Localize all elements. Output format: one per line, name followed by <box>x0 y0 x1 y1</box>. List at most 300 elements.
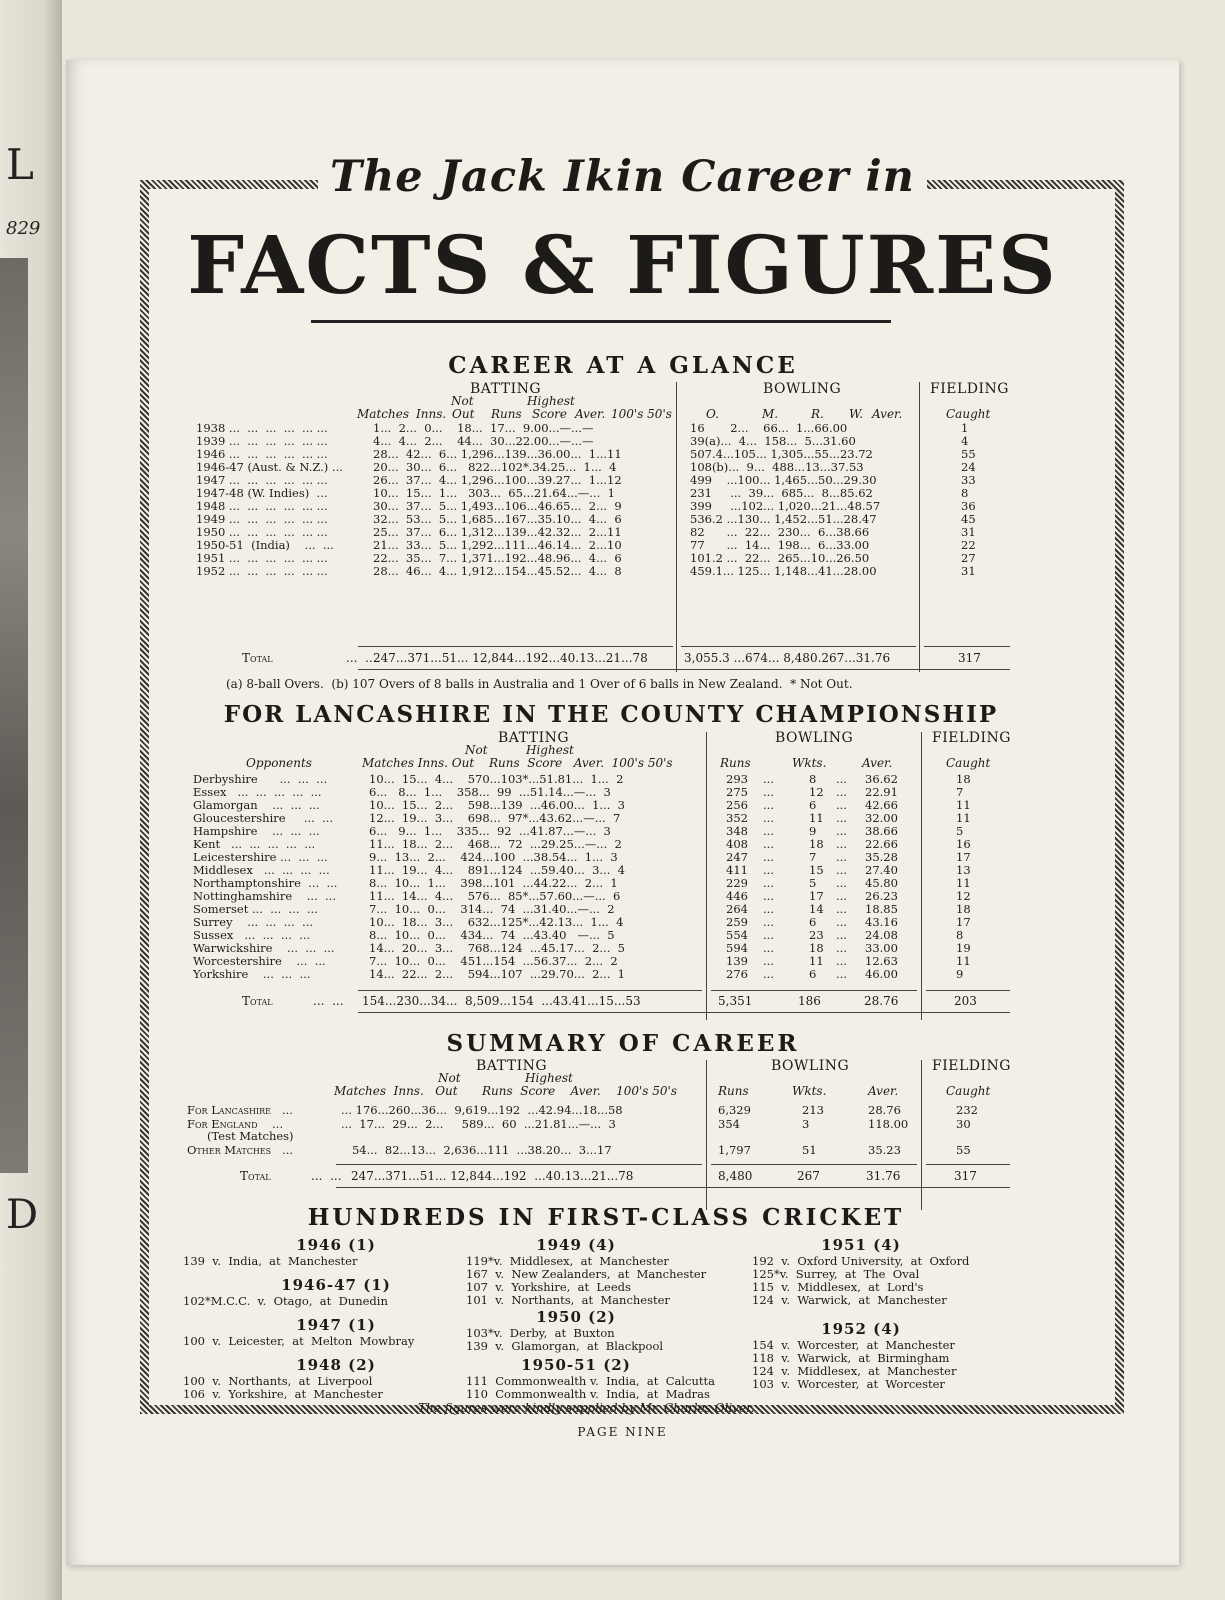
summary-row-label: Other Matches ... <box>187 1143 294 1157</box>
hundred-entry: 103*v. Derby, at Buxton <box>466 1326 615 1340</box>
lancs-bowl-runs: 264 <box>726 902 748 916</box>
hundred-entry: 103 v. Worcester, at Worcester <box>752 1377 945 1391</box>
summary-wkts: 3 <box>802 1117 810 1131</box>
lancs-dots: ... <box>763 928 774 942</box>
lancs-batting-cell: 10... 15... 4... 570...103*...51.81... 1... 2 <box>369 772 624 786</box>
lancs-wkts: 15 <box>809 863 824 877</box>
summary-caught: 232 <box>956 1103 978 1117</box>
career-footnote: (a) 8-ball Overs. (b) 107 Overs of 8 balls in Australia and 1 Over of 6 balls in New Zealand. * Not Out. <box>226 677 853 691</box>
lancs-batting-label: BATTING <box>498 730 570 746</box>
lancs-dots: ... <box>763 850 774 864</box>
career-total-rule-field <box>924 646 1010 647</box>
hundred-entry: 139 v. India, at Manchester <box>183 1254 358 1268</box>
lancs-dots: ... <box>836 798 847 812</box>
hundreds-year-heading: 1950-51 (2) <box>521 1356 631 1374</box>
hundreds-year-heading: 1947 (1) <box>296 1316 376 1334</box>
lancs-dots: ... <box>836 941 847 955</box>
hundred-entry: 125*v. Surrey, at The Oval <box>752 1267 920 1281</box>
lancs-batting-cell: 6... 8... 1... 358... 99 ...51.14...—... 3 <box>369 785 611 799</box>
lancs-caught: 5 <box>956 824 964 838</box>
lancs-dots: ... <box>836 928 847 942</box>
lancs-dots: ... <box>763 811 774 825</box>
lancs-wkts: 9 <box>809 824 817 838</box>
lancs-divider-2 <box>921 732 922 1020</box>
career-total-batting: 247...371...51... 12,844...192...40.13...21...78 <box>373 651 648 665</box>
lancs-dots: ... <box>836 850 847 864</box>
lancs-caught: 11 <box>956 798 971 812</box>
left-page-number-fragment: 829 <box>6 218 41 239</box>
career-batting-cell: 28... 46... 4... 1,912...154...45.52... 4... 8 <box>373 564 622 578</box>
summary-batting-cell: ... 17... 29... 2... 589... 60 ...21.81...—... 3 <box>341 1117 616 1131</box>
career-batting-cell: 10... 15... 1... 303... 65...21.64...—... 1 <box>373 486 615 500</box>
career-caught-cell: 24 <box>961 460 976 474</box>
lancs-caught: 9 <box>956 967 964 981</box>
career-divider-1 <box>676 382 677 672</box>
career-caught-cell: 33 <box>961 473 976 487</box>
lancs-wkts: 23 <box>809 928 824 942</box>
summary-col-bowl-runs: Runs <box>718 1084 749 1098</box>
career-batting-cell: 21... 33... 5... 1,292...111...46.14... 2...10 <box>373 538 622 552</box>
lancs-caught: 8 <box>956 928 964 942</box>
summary-bowl-runs: 354 <box>718 1117 740 1131</box>
career-bowling-cell: 536.2 ...130... 1,452...51...28.47 <box>690 512 877 526</box>
lancs-batting-cell: 8... 10... 0... 434... 74 ...43.40 —... 5 <box>369 928 615 942</box>
lancs-opponent: Warwickshire ... ... ... <box>193 941 335 955</box>
lancs-batting-cell: 14... 20... 3... 768...124 ...45.17... 2... 5 <box>369 941 625 955</box>
hundreds-year-heading: 1952 (4) <box>821 1320 901 1338</box>
career-fielding-label: FIELDING <box>930 381 1009 397</box>
col-bowl-aver: Aver. <box>872 407 903 421</box>
lancs-wkts: 8 <box>809 772 817 786</box>
lancs-col-wkts: Wkts. <box>792 756 827 770</box>
lancs-opponent: Nottinghamshire ... ... <box>193 889 336 903</box>
lancs-fielding-label: FIELDING <box>932 730 1011 746</box>
left-facing-page <box>0 0 62 1600</box>
career-batting-label: BATTING <box>470 381 542 397</box>
career-caught-cell: 22 <box>961 538 976 552</box>
hundred-entry: 102*M.C.C. v. Otago, at Dunedin <box>183 1294 388 1308</box>
career-bowling-cell: 507.4...105... 1,305...55...23.72 <box>690 447 873 461</box>
lancs-caught: 17 <box>956 915 971 929</box>
career-bowling-cell: 82 ... 22... 230... 6...38.66 <box>690 525 870 539</box>
career-bowling-label: BOWLING <box>763 381 842 397</box>
career-batting-cell: 32... 53... 5... 1,685...167...35.10... 4... 6 <box>373 512 622 526</box>
career-season: 1952 ... ... ... ... ... ... <box>196 564 328 578</box>
lancs-dots: ... <box>836 876 847 890</box>
lancs-col-runs: Runs Score Aver. 100's 50's <box>489 756 673 770</box>
lancs-caught: 11 <box>956 954 971 968</box>
lancs-batting-cell: 11... 14... 4... 576... 85*...57.60...—... 6 <box>369 889 621 903</box>
col-bowl-runs: R. <box>811 407 824 421</box>
lancs-dots: ... <box>763 863 774 877</box>
col-score: Score <box>532 407 568 421</box>
summary-caught: 30 <box>956 1117 971 1131</box>
lancs-dots: ... <box>763 915 774 929</box>
career-batting-cell: 25... 37... 6... 1,312...139...42.32... 2...11 <box>373 525 622 539</box>
lancs-dots: ... <box>836 967 847 981</box>
lancs-dots: ... <box>836 837 847 851</box>
hundred-entry: 139 v. Glamorgan, at Blackpool <box>466 1339 664 1353</box>
lancs-opponent: Hampshire ... ... ... <box>193 824 320 838</box>
hundred-entry: 119*v. Middlesex, at Manchester <box>466 1254 669 1268</box>
summary-col-matches: Matches Inns. Out <box>334 1084 458 1098</box>
lancs-batting-cell: 11... 18... 2... 468... 72 ...29.25...—... 2 <box>369 837 622 851</box>
col-caught: Caught <box>946 407 991 421</box>
career-caught-cell: 31 <box>961 525 976 539</box>
lancs-aver: 26.23 <box>865 889 898 903</box>
lancs-aver: 33.00 <box>865 941 898 955</box>
lancs-aver: 18.85 <box>865 902 898 916</box>
career-heading: CAREER AT A GLANCE <box>448 352 798 379</box>
lancs-total-caught: 203 <box>954 994 977 1008</box>
lancs-bowl-runs: 352 <box>726 811 748 825</box>
lancs-caught: 18 <box>956 772 971 786</box>
lancs-bowl-runs: 348 <box>726 824 748 838</box>
career-bowling-cell: 231 ... 39... 685... 8...85.62 <box>690 486 873 500</box>
title-rule <box>311 320 891 323</box>
col-inns: Inns. <box>416 407 447 421</box>
hundreds-year-heading: 1949 (4) <box>536 1236 616 1254</box>
lancs-wkts: 6 <box>809 967 817 981</box>
lancs-opponent: Glamorgan ... ... ... <box>193 798 320 812</box>
lancs-bowl-runs: 276 <box>726 967 748 981</box>
lancs-aver: 43.16 <box>865 915 898 929</box>
lancs-wkts: 11 <box>809 811 824 825</box>
col-wickets: W. <box>849 407 864 421</box>
lancs-wkts: 18 <box>809 941 824 955</box>
summary-total-aver: 31.76 <box>866 1169 901 1183</box>
career-caught-cell: 31 <box>961 564 976 578</box>
col-out: Out <box>452 407 475 421</box>
left-page-letter: L <box>6 140 34 189</box>
lancs-bowl-runs: 229 <box>726 876 748 890</box>
lancs-dots: ... <box>763 876 774 890</box>
hundred-entry: 110 Commonwealth v. India, at Madras <box>466 1387 710 1401</box>
summary-aver: 118.00 <box>868 1117 909 1131</box>
lancs-divider-1 <box>706 732 707 1020</box>
lancs-wkts: 12 <box>809 785 824 799</box>
hundred-entry: 124 v. Warwick, at Manchester <box>752 1293 947 1307</box>
col-highest: Highest <box>527 394 575 408</box>
career-caught-cell: 1 <box>961 421 969 435</box>
lancs-aver: 35.28 <box>865 850 898 864</box>
hundred-entry: 154 v. Worcester, at Manchester <box>752 1338 955 1352</box>
hundred-entry: 115 v. Middlesex, at Lord's <box>752 1280 924 1294</box>
lancs-bowl-runs: 411 <box>726 863 748 877</box>
col-runs: Runs <box>491 407 522 421</box>
lancs-aver: 32.00 <box>865 811 898 825</box>
career-batting-cell: 22... 35... 7... 1,371...192...48.96... 4... 6 <box>373 551 622 565</box>
lancs-aver: 22.66 <box>865 837 898 851</box>
career-batting-cell: 4... 4... 2... 44... 30...22.00...—...— <box>373 434 594 448</box>
lancs-opponent: Surrey ... ... ... ... <box>193 915 314 929</box>
lancs-caught: 12 <box>956 889 971 903</box>
lancs-total-rule-field <box>926 990 1010 991</box>
career-caught-cell: 45 <box>961 512 976 526</box>
lancs-aver: 12.63 <box>865 954 898 968</box>
hundred-entry: 111 Commonwealth v. India, at Calcutta <box>466 1374 715 1388</box>
title-line-1: The Jack Ikin Career in <box>66 152 1179 202</box>
lancs-wkts: 6 <box>809 915 817 929</box>
career-bowling-cell: 77 ... 14... 198... 6...33.00 <box>690 538 870 552</box>
magazine-page <box>66 60 1179 1565</box>
lancs-bowl-runs: 247 <box>726 850 748 864</box>
summary-total-dots: ... ... <box>311 1169 342 1183</box>
career-season: 1950-51 (India) ... ... <box>196 538 334 552</box>
lancs-opponent: Kent ... ... ... ... ... <box>193 837 316 851</box>
lancs-batting-cell: 7... 10... 0... 451...154 ...56.37... 2... 2 <box>369 954 618 968</box>
lancs-total-wkts: 186 <box>798 994 821 1008</box>
career-batting-cell: 1... 2... 0... 18... 17... 9.00...—...— <box>373 421 594 435</box>
career-bowling-cell: 101.2 ... 22... 265...10...26.50 <box>690 551 870 565</box>
credit-line: The figures were kindly supplied by Mr. Charles Oliver. <box>418 1401 755 1415</box>
summary-batting-label: BATTING <box>476 1058 548 1074</box>
career-caught-cell: 27 <box>961 551 976 565</box>
lancs-col-not: Not <box>465 743 488 757</box>
summary-batting-cell: 54... 82...13... 2,636...111 ...38.20... 3...17 <box>341 1143 612 1157</box>
lancs-dots: ... <box>836 772 847 786</box>
page-title: FACTS & FIGURES <box>187 218 1058 312</box>
lancs-dots: ... <box>836 954 847 968</box>
lancs-opponent: Sussex ... ... ... ... <box>193 928 311 942</box>
hundred-entry: 118 v. Warwick, at Birmingham <box>752 1351 950 1365</box>
lancs-heading: FOR LANCASHIRE IN THE COUNTY CHAMPIONSHIP <box>223 701 999 728</box>
lancs-caught: 11 <box>956 876 971 890</box>
summary-total-rule-bowl <box>711 1164 917 1165</box>
lancs-caught: 18 <box>956 902 971 916</box>
summary-total-batting: 247...371...51... 12,844...192 ...40.13...21...78 <box>351 1169 634 1183</box>
lancs-batting-cell: 6... 9... 1... 335... 92 ...41.87...—... 3 <box>369 824 611 838</box>
hundred-entry: 101 v. Northants, at Manchester <box>466 1293 670 1307</box>
lancs-caught: 11 <box>956 811 971 825</box>
career-caught-cell: 55 <box>961 447 976 461</box>
lancs-batting-cell: 10... 18... 3... 632...125*...42.13... 1... 4 <box>369 915 624 929</box>
hundred-entry: 107 v. Yorkshire, at Leeds <box>466 1280 631 1294</box>
lancs-dots: ... <box>763 837 774 851</box>
career-batting-cell: 28... 42... 6... 1,296...139...36.00... 1...11 <box>373 447 622 461</box>
summary-col-caught: Caught <box>946 1084 991 1098</box>
lancs-batting-cell: 11... 19... 4... 891...124 ...59.40... 3... 4 <box>369 863 625 877</box>
career-caught-cell: 4 <box>961 434 969 448</box>
career-bowling-cell: 459.1... 125... 1,148...41...28.00 <box>690 564 877 578</box>
lancs-opponent: Gloucestershire ... ... <box>193 811 334 825</box>
lancs-aver: 42.66 <box>865 798 898 812</box>
hundred-entry: 192 v. Oxford University, at Oxford <box>752 1254 970 1268</box>
lancs-aver: 46.00 <box>865 967 898 981</box>
summary-batting-cell: ... 176...260...36... 9,619...192 ...42.94...18...58 <box>341 1103 623 1117</box>
lancs-caught: 13 <box>956 863 971 877</box>
lancs-batting-cell: 14... 22... 2... 594...107 ...29.70... 2... 1 <box>369 967 625 981</box>
lancs-batting-cell: 9... 13... 2... 424...100 ...38.54... 1... 3 <box>369 850 618 864</box>
lancs-wkts: 18 <box>809 837 824 851</box>
lancs-col-matches: Matches Inns. Out <box>362 756 475 770</box>
lancs-dots: ... <box>836 915 847 929</box>
lancs-dots: ... <box>763 954 774 968</box>
career-total-rule <box>358 646 673 647</box>
col-not: Not <box>451 394 474 408</box>
lancs-batting-cell: 12... 19... 3... 698... 97*...43.62...—... 7 <box>369 811 621 825</box>
lancs-batting-cell: 10... 15... 2... 598...139 ...46.00... 1... 3 <box>369 798 625 812</box>
lancs-aver: 36.62 <box>865 772 898 786</box>
summary-col-runs: Runs Score Aver. 100's 50's <box>482 1084 677 1098</box>
summary-wkts: 51 <box>802 1143 817 1157</box>
lancs-dots: ... <box>763 902 774 916</box>
summary-col-highest: Highest <box>525 1071 573 1085</box>
lancs-bowl-runs: 446 <box>726 889 748 903</box>
lancs-aver: 27.40 <box>865 863 898 877</box>
lancs-caught: 7 <box>956 785 964 799</box>
lancs-dots: ... <box>836 785 847 799</box>
lancs-bowl-runs: 256 <box>726 798 748 812</box>
career-total-bowling: 3,055.3 ...674... 8,480.267...31.76 <box>684 651 891 665</box>
lancs-opponent: Worcestershire ... ... <box>193 954 326 968</box>
lancs-col-caught: Caught <box>946 756 991 770</box>
lancs-dots: ... <box>836 811 847 825</box>
career-season: 1946-47 (Aust. & N.Z.) ... <box>196 460 343 474</box>
career-season: 1939 ... ... ... ... ... ... <box>196 434 328 448</box>
summary-aver: 35.23 <box>868 1143 901 1157</box>
col-maidens: M. <box>762 407 779 421</box>
lancs-opponent: Derbyshire ... ... ... <box>193 772 328 786</box>
lancs-wkts: 5 <box>809 876 817 890</box>
lancs-bowl-runs: 275 <box>726 785 748 799</box>
career-divider-2 <box>919 382 920 672</box>
summary-total-label: Total <box>240 1169 271 1183</box>
career-season: 1947-48 (W. Indies) ... <box>196 486 328 500</box>
summary-bowl-runs: 1,797 <box>718 1143 751 1157</box>
summary-wkts: 213 <box>802 1103 824 1117</box>
lancs-col-opponents: Opponents <box>246 756 312 770</box>
career-season: 1938 ... ... ... ... ... ... <box>196 421 328 435</box>
summary-row-label: For England ... <box>187 1117 284 1131</box>
lancs-caught: 17 <box>956 850 971 864</box>
lancs-opponent: Essex ... ... ... ... ... <box>193 785 322 799</box>
career-total-label: Total <box>242 651 273 665</box>
lancs-bowl-runs: 408 <box>726 837 748 851</box>
lancs-opponent: Somerset ... ... ... ... <box>193 902 318 916</box>
lancs-wkts: 6 <box>809 798 817 812</box>
lancs-col-aver: Aver. <box>862 756 893 770</box>
summary-total-rule-field <box>926 1164 1010 1165</box>
lancs-bowl-runs: 554 <box>726 928 748 942</box>
lancs-aver: 24.08 <box>865 928 898 942</box>
col-matches: Matches <box>357 407 409 421</box>
lancs-dots: ... <box>763 772 774 786</box>
lancs-total-batting: 154...230...34... 8,509...154 ...43.41...15...53 <box>362 994 641 1008</box>
summary-bottom-rule <box>336 1187 1010 1188</box>
hundreds-year-heading: 1951 (4) <box>821 1236 901 1254</box>
summary-row-label: For Lancashire ... <box>187 1103 293 1117</box>
hundreds-year-heading: 1950 (2) <box>536 1308 616 1326</box>
career-bowling-cell: 16 2... 66... 1...66.00 <box>690 421 848 435</box>
hundreds-year-heading: 1946 (1) <box>296 1236 376 1254</box>
lancs-dots: ... <box>836 902 847 916</box>
career-season: 1946 ... ... ... ... ... ... <box>196 447 328 461</box>
lancs-opponent: Middlesex ... ... ... ... <box>193 863 330 877</box>
career-season: 1951 ... ... ... ... ... ... <box>196 551 328 565</box>
career-bowling-cell: 39(a)... 4... 158... 5...31.60 <box>690 434 856 448</box>
lancs-total-rule-bowl <box>711 990 917 991</box>
career-bottom-rule <box>358 669 1010 670</box>
lancs-dots: ... <box>836 863 847 877</box>
hundreds-year-heading: 1948 (2) <box>296 1356 376 1374</box>
summary-fielding-label: FIELDING <box>932 1058 1011 1074</box>
hundred-entry: 100 v. Leicester, at Melton Mowbray <box>183 1334 415 1348</box>
lancs-caught: 16 <box>956 837 971 851</box>
career-season: 1949 ... ... ... ... ... ... <box>196 512 328 526</box>
career-batting-cell: 20... 30... 6... 822...102*.34.25... 1... 4 <box>373 460 617 474</box>
lancs-batting-cell: 8... 10... 1... 398...101 ...44.22... 2... 1 <box>369 876 618 890</box>
lancs-dots: ... <box>836 889 847 903</box>
lancs-dots: ... <box>763 798 774 812</box>
career-total-dots: ... ... <box>346 651 377 665</box>
lancs-opponent: Northamptonshire ... ... <box>193 876 338 890</box>
lancs-wkts: 7 <box>809 850 817 864</box>
col-aver: Aver. <box>575 407 606 421</box>
career-season: 1950 ... ... ... ... ... ... <box>196 525 328 539</box>
lancs-bowl-runs: 139 <box>726 954 748 968</box>
summary-total-rule <box>336 1164 702 1165</box>
lancs-aver: 38.66 <box>865 824 898 838</box>
hundred-entry: 106 v. Yorkshire, at Manchester <box>183 1387 383 1401</box>
lancs-caught: 19 <box>956 941 971 955</box>
lancs-opponent: Leicestershire ... ... ... <box>193 850 328 864</box>
lancs-bowling-label: BOWLING <box>775 730 854 746</box>
lancs-total-aver: 28.76 <box>864 994 899 1008</box>
col-100s-50s: 100's 50's <box>611 407 672 421</box>
lancs-col-highest: Highest <box>526 743 574 757</box>
career-bowling-cell: 108(b)... 9... 488...13...37.53 <box>690 460 864 474</box>
lancs-total-label: Total <box>242 994 273 1008</box>
summary-col-not: Not <box>438 1071 461 1085</box>
page-number: PAGE NINE <box>577 1425 668 1439</box>
lancs-bowl-runs: 293 <box>726 772 748 786</box>
lancs-dots: ... <box>836 824 847 838</box>
left-page-photo <box>0 258 28 1173</box>
summary-total-wkts: 267 <box>797 1169 820 1183</box>
career-season: 1948 ... ... ... ... ... ... <box>196 499 328 513</box>
summary-bowl-runs: 6,329 <box>718 1103 751 1117</box>
lancs-dots: ... <box>763 785 774 799</box>
summary-aver: 28.76 <box>868 1103 901 1117</box>
col-overs: O. <box>706 407 719 421</box>
career-bowling-cell: 399 ...102... 1,020...21...48.57 <box>690 499 881 513</box>
career-batting-cell: 30... 37... 5... 1,493...106...46.65... 2... 9 <box>373 499 622 513</box>
left-page-letter-d: D <box>6 1192 39 1238</box>
summary-col-aver: Aver. <box>868 1084 899 1098</box>
summary-row-label: (Test Matches) <box>207 1129 294 1143</box>
hundred-entry: 124 v. Middlesex, at Manchester <box>752 1364 957 1378</box>
hundred-entry: 100 v. Northants, at Liverpool <box>183 1374 373 1388</box>
career-batting-cell: 26... 37... 4... 1,296...100...39.27... 1...12 <box>373 473 622 487</box>
lancs-total-dots: ... ... <box>313 994 344 1008</box>
lancs-wkts: 14 <box>809 902 824 916</box>
career-total-caught: 317 <box>958 651 981 665</box>
lancs-wkts: 17 <box>809 889 824 903</box>
lancs-bottom-rule <box>358 1012 1010 1013</box>
lancs-aver: 22.91 <box>865 785 898 799</box>
summary-total-caught: 317 <box>954 1169 977 1183</box>
lancs-dots: ... <box>763 941 774 955</box>
summary-bowling-label: BOWLING <box>771 1058 850 1074</box>
career-season: 1947 ... ... ... ... ... ... <box>196 473 328 487</box>
lancs-dots: ... <box>763 824 774 838</box>
hundreds-year-heading: 1946-47 (1) <box>281 1276 391 1294</box>
career-caught-cell: 36 <box>961 499 976 513</box>
lancs-wkts: 11 <box>809 954 824 968</box>
summary-caught: 55 <box>956 1143 971 1157</box>
lancs-bowl-runs: 259 <box>726 915 748 929</box>
